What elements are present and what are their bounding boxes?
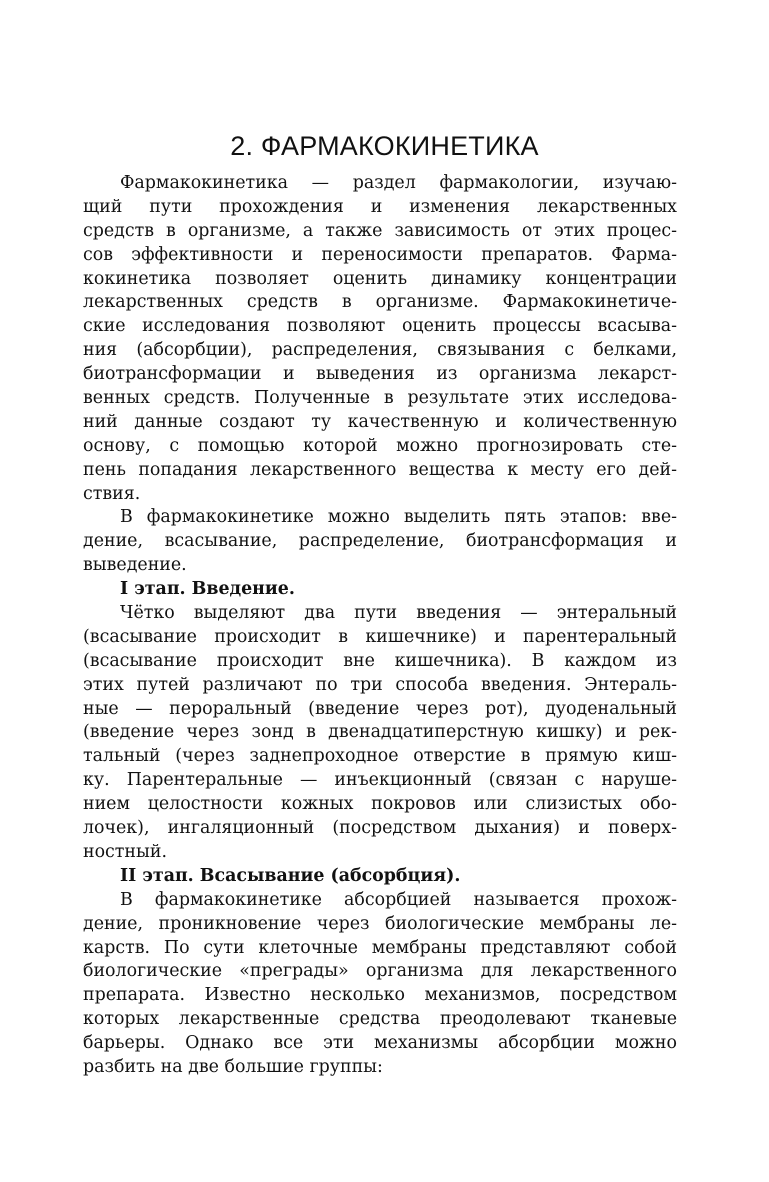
text-line: ния (абсорбции), распределения, связывания с белками, — [83, 340, 677, 361]
text-line: карств. По сути клеточные мембраны представляют собой — [83, 937, 677, 958]
section-heading: II этап. Всасывание (абсорбция). — [120, 865, 461, 886]
text-line: щий пути прохождения и изменения лекарственных — [83, 196, 677, 217]
text-line: ку. Парентеральные — инъекционный (связан с наруше- — [83, 770, 677, 791]
text-line: средств в организме, а также зависимость от этих процес- — [83, 220, 677, 241]
text-line: венных средств. Полученные в результате этих исследова- — [83, 388, 677, 409]
text-line: тальный (через заднепроходное отверстие в прямую киш- — [83, 746, 677, 767]
text-line: ствия. — [83, 483, 141, 504]
text-line: ные — пероральный (введение через рот), дуоденальный — [83, 698, 677, 719]
section-heading: I этап. Введение. — [120, 579, 295, 600]
text-line: ские исследования позволяют оценить процессы всасыва- — [83, 316, 677, 337]
text-line: препарата. Известно несколько механизмов, посредством — [83, 985, 677, 1006]
body-text — [83, 172, 677, 1080]
text-line: биотрансформации и выведения из организма лекарст- — [83, 364, 677, 385]
text-line: этих путей различают по три способа введения. Энтераль- — [83, 674, 677, 695]
text-line: ний данные создают ту качественную и количественную — [83, 411, 677, 432]
text-line: лекарственных средств в организме. Фармакокинетиче- — [83, 292, 677, 313]
text-line: основу, с помощью которой можно прогнозировать сте- — [83, 435, 677, 456]
text-line: (введение через зонд в двенадцатиперстную кишку) и рек- — [83, 722, 677, 743]
text-line: пень попадания лекарственного вещества к месту его дей- — [83, 459, 677, 480]
chapter-title: 2. ФАРМАКОКИНЕТИКА — [230, 131, 539, 161]
text-line: кокинетика позволяет оценить динамику концентрации — [83, 268, 677, 289]
text-line: дение, всасывание, распределение, биотрансформация и — [83, 531, 677, 552]
text-line: В фармакокинетике абсорбцией называется прохож- — [120, 889, 677, 910]
text-line: сов эффективности и переносимости препаратов. Фарма- — [83, 244, 677, 265]
text-line: Фармакокинетика — раздел фармакологии, изучаю- — [120, 173, 677, 193]
text-line: (всасывание происходит в кишечнике) и парентеральный — [83, 626, 677, 647]
text-line: биологические «преграды» организма для лекарственного — [83, 961, 677, 982]
text-line: (всасывание происходит вне кишечника). В каждом из — [83, 650, 677, 671]
text-line: барьеры. Однако все эти механизмы абсорбции можно — [83, 1033, 677, 1054]
text-line: дение, проникновение через биологические мембраны ле- — [83, 913, 677, 934]
text-line: ностный. — [83, 841, 167, 862]
text-line: выведение. — [83, 555, 187, 576]
text-line: которых лекарственные средства преодолевают тканевые — [83, 1009, 677, 1030]
text-line: Чётко выделяют два пути введения — энтеральный — [120, 603, 677, 624]
text-line: разбить на две большие группы: — [83, 1056, 383, 1077]
text-line: лочек), ингаляционный (посредством дыхания) и поверх- — [83, 818, 677, 839]
text-line: нием целостности кожных покровов или слизистых обо- — [83, 794, 677, 815]
text-line: В фармакокинетике можно выделить пять этапов: вве- — [120, 507, 677, 528]
